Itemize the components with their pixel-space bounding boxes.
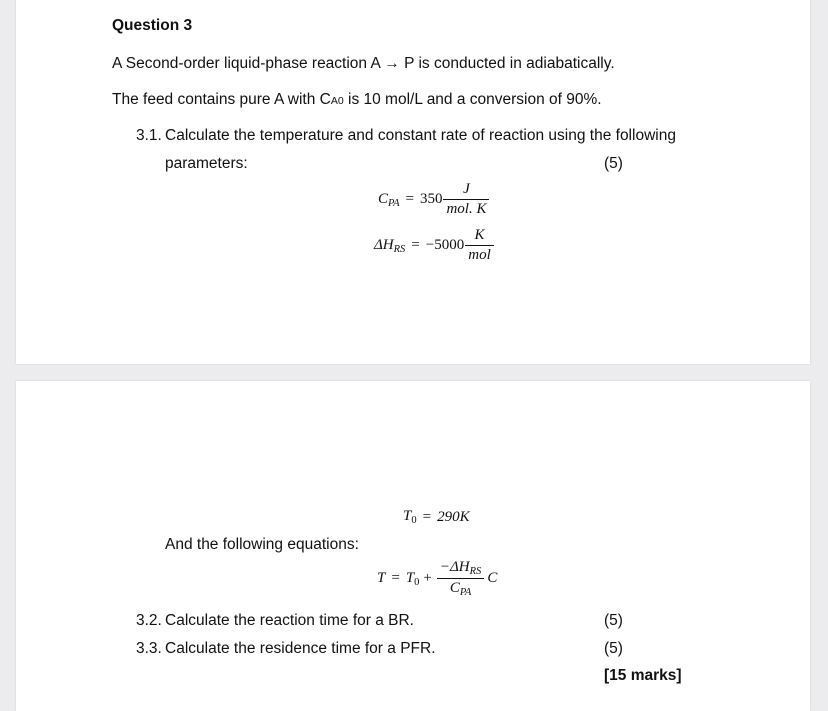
part-3-2-number: 3.2. [136, 612, 162, 629]
eq-lhs: T [377, 570, 386, 586]
dh-unit-denominator: mol [468, 247, 491, 263]
document-page-1 [16, 0, 810, 364]
part-3-2-marks: (5) [604, 612, 623, 629]
cpa-unit-denominator: mol. K [446, 201, 487, 217]
cpa-unit-numerator: J [443, 181, 489, 200]
part-3-1-number: 3.1. [136, 127, 162, 144]
question-title: Question 3 [112, 17, 193, 34]
question-line-2-start: The feed contains pure A with C [112, 91, 331, 108]
question-line-1: A Second-order liquid-phase reaction A → P is conducted in adiabatically. [112, 55, 615, 72]
question-line-2 [112, 91, 602, 109]
part-3-2-text: Calculate the reaction time for a BR. [165, 612, 414, 629]
total-marks: [15 marks] [604, 667, 682, 684]
part-3-1-text-line-1 [165, 127, 715, 145]
cpa-equals: = [405, 191, 414, 207]
eq-tail: C [487, 570, 498, 586]
dh-unit-numerator: K [465, 227, 494, 246]
part-3-3-marks: (5) [604, 640, 623, 657]
question-line-2-end: is 10 mol/L and a conversion of 90%. [343, 91, 602, 108]
dh-unit-fraction [465, 227, 494, 264]
cao-subscript: A0 [330, 95, 344, 107]
eq-plus: + [423, 570, 432, 586]
eq-equals: = [391, 570, 400, 586]
equation-temperature [377, 559, 497, 598]
equation-t0 [403, 508, 470, 526]
eq-fraction [437, 559, 484, 598]
eq-denominator: $C_{PA}$ [449, 580, 472, 598]
dh-symbol: $\Delta H_{RS}$ [374, 236, 406, 255]
t0-equals: = [422, 508, 432, 525]
cpa-value: 350 [419, 191, 443, 207]
equation-dh-rs [374, 227, 495, 264]
t0-symbol: $T_0$ [403, 508, 417, 526]
part-3-3-text: Calculate the residence time for a PFR. [165, 640, 436, 657]
eq-t0: $T_0$ [405, 569, 420, 588]
part-3-3-number: 3.3. [136, 640, 162, 657]
cpa-unit-fraction [443, 181, 489, 218]
dh-value: −5000 [425, 237, 465, 253]
dh-equals: = [411, 237, 420, 253]
equations-intro: And the following equations: [165, 536, 359, 553]
part-3-1-text-line-2: parameters: [165, 155, 248, 172]
t0-value: 290K [437, 508, 470, 525]
part-3-1-line-1-text: Calculate the temperature and constant rate of reaction using the following [165, 127, 676, 144]
cpa-symbol: $C_{PA}$ [378, 190, 400, 209]
eq-numerator: $-\Delta H_{RS}$ [437, 559, 484, 579]
document-page-2 [16, 381, 810, 711]
part-3-1-marks: (5) [604, 155, 623, 172]
equation-cpa [378, 181, 490, 218]
